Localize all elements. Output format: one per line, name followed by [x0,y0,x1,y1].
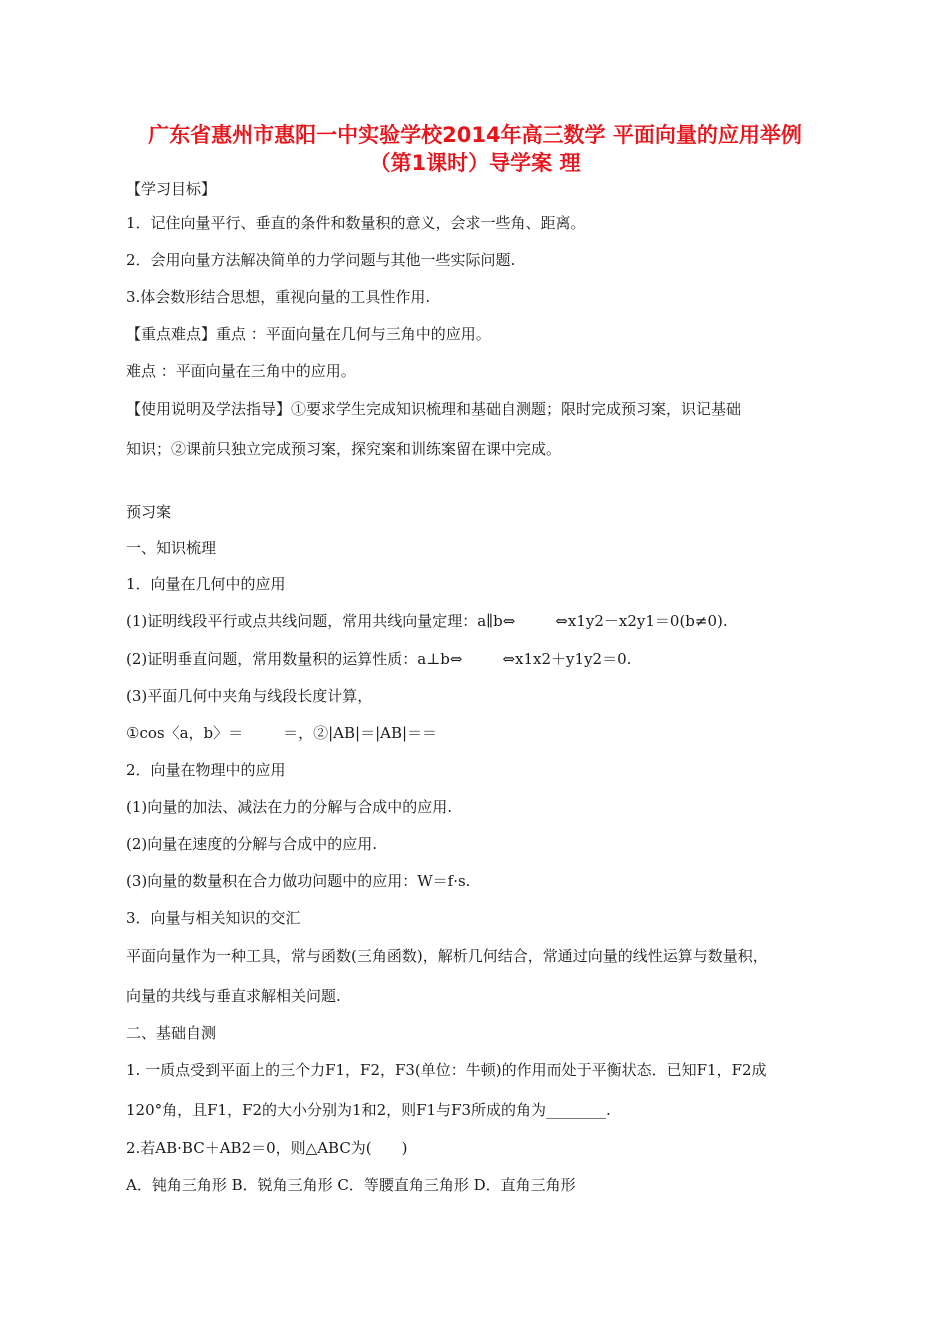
item-work: (3)向量的数量积在合力做功问题中的应用：W＝f·s. [126,872,471,890]
item-force: (1)向量的加法、减法在力的分解与合成中的应用. [126,798,453,816]
preview-heading: 预习案 [126,503,172,521]
item-parallel-text: (1)证明线段平行或点共线问题，常用共线向量定理：a∥b⇔ [126,612,516,630]
question-1-line-2: 120°角，且F1，F2的大小分别为1和2，则F1与F3所成的角为________. [126,1101,611,1119]
objective-item-1: 1．记住向量平行、垂直的条件和数量积的意义，会求一些角、距离。 [126,214,586,232]
item-cosine [126,723,437,743]
question-2: 2.若AB·BC＋AB2＝0，则△ABC为( ) [126,1139,408,1157]
item-parallel [126,611,728,631]
instructions-line-1: 【使用说明及学法指导】①要求学生完成知识梳理和基础自测题；限时完成预习案，识记基础 [126,400,742,418]
item-cosine-formula: ＝，②|AB|＝|AB|＝＝ [283,724,438,742]
topic-geometry: 1．向量在几何中的应用 [126,575,286,593]
difficulty: 难点 ：平面向量在三角中的应用。 [126,362,356,380]
item-parallel-formula: ⇔x1y2－x2y1＝0(b≠0). [555,612,728,630]
topic-physics: 2．向量在物理中的应用 [126,761,286,779]
instructions-line-2: 知识；②课前只独立完成预习案，探究案和训练案留在课中完成。 [126,440,562,458]
item-angle-length: (3)平面几何中夹角与线段长度计算， [126,687,373,705]
document-title-line-1: 广东省惠州市惠阳一中实验学校2014年高三数学 平面向量的应用举例 [148,123,802,147]
objective-item-2: 2．会用向量方法解决简单的力学问题与其他一些实际问题. [126,251,516,269]
key-points: 【重点难点】重点 ：平面向量在几何与三角中的应用。 [126,325,491,343]
question-2-options: A．钝角三角形 B．锐角三角形 C．等腰直角三角形 D．直角三角形 [126,1176,576,1194]
section-self-test: 二、基础自测 [126,1024,217,1042]
objective-item-3: 3.体会数形结合思想，重视向量的工具性作用. [126,288,431,306]
section-knowledge-review: 一、知识梳理 [126,539,217,557]
question-1-line-1: 1. 一质点受到平面上的三个力F1，F2，F3(单位：牛顿)的作用而处于平衡状态．已知F1，F2成 [126,1061,767,1079]
item-perpendicular-text: (2)证明垂直问题，常用数量积的运算性质：a⊥b⇔ [126,650,463,668]
item-intersection-line-2: 向量的共线与垂直求解相关问题. [126,987,341,1005]
item-velocity: (2)向量在速度的分解与合成中的应用. [126,835,378,853]
item-intersection-line-1: 平面向量作为一种工具，常与函数(三角函数)，解析几何结合，常通过向量的线性运算与数量积， [126,947,768,965]
objectives-heading: 【学习目标】 [126,180,217,198]
document-title-line-2: （第1课时）导学案 理 [369,151,581,175]
item-cosine-text: ①cos〈a，b〉＝ [126,724,244,742]
item-perpendicular-formula: ⇔x1x2＋y1y2＝0. [502,650,632,668]
topic-intersection: 3．向量与相关知识的交汇 [126,909,301,927]
item-perpendicular [126,649,631,669]
